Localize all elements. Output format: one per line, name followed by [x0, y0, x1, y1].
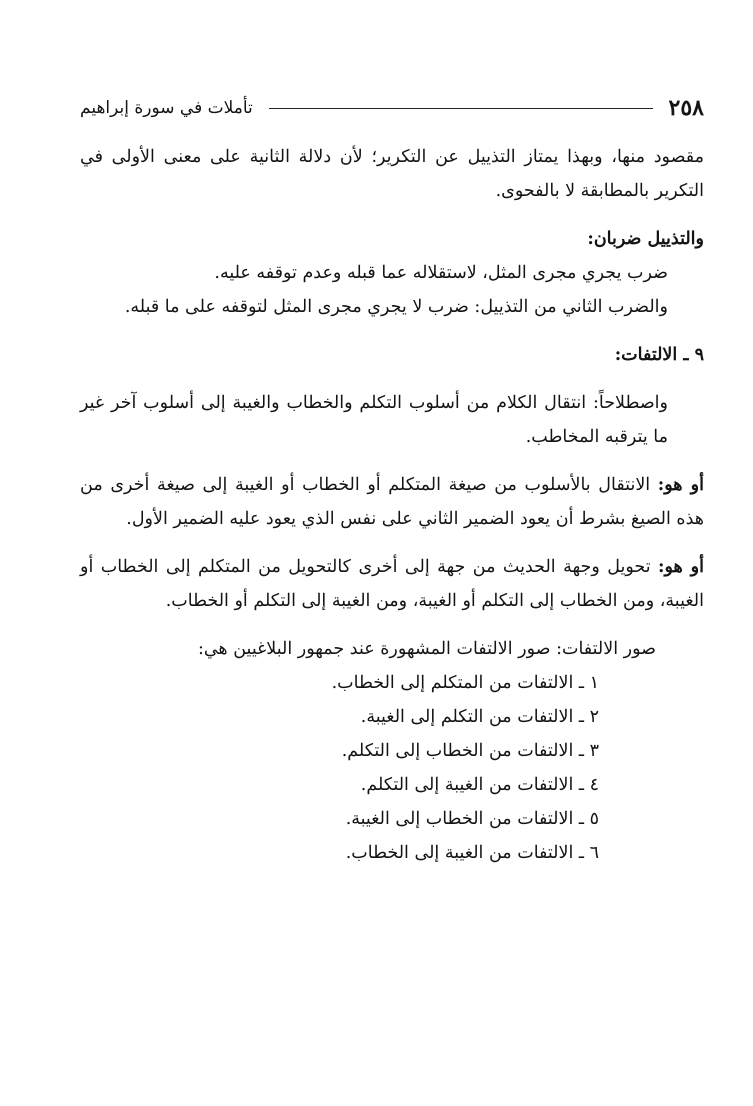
definition-2-text: الانتقال بالأسلوب من صيغة المتكلم أو الخطاب أو الغيبة إلى صيغة أخرى من هذه الصيغ بشرط أن يعود الضمير الثاني على نفس الذي يعود عليه الضمير الأول. — [80, 475, 704, 529]
definition-3-text: تحويل وجهة الحديث من جهة إلى أخرى كالتحويل من المتكلم إلى الخطاب أو الغيبة، ومن الخطاب إلى التكلم أو الغيبة، ومن الغيبة إلى التكلم أو الخطاب. — [80, 557, 704, 611]
page-number: ٢٥٨ — [668, 95, 704, 121]
list-item: ٢ ـ الالتفات من التكلم إلى الغيبة. — [360, 707, 599, 727]
definition-2-lead: أو هو: — [657, 475, 704, 495]
tadhyil-heading: والتذييل ضربان: — [587, 229, 704, 249]
forms-intro: صور الالتفات: صور الالتفات المشهورة عند جمهور البلاغيين هي: — [197, 639, 656, 659]
paragraph-continuation: مقصود منها، وبهذا يمتاز التذييل عن التكرير؛ لأن دلالة الثانية على معنى الأولى في التكرير بالمطابقة لا بالفحوى. — [80, 147, 704, 201]
definition-3 — [80, 550, 704, 618]
tadhyil-type-1: ضرب يجري مجرى المثل، لاستقلاله عما قبله وعدم توقفه عليه. — [214, 263, 668, 283]
list-item: ١ ـ الالتفات من المتكلم إلى الخطاب. — [331, 673, 599, 693]
definition-3-lead: أو هو: — [658, 557, 704, 577]
tadhyil-type-2: والضرب الثاني من التذييل: ضرب لا يجري مجرى المثل لتوقفه على ما قبله. — [124, 297, 668, 317]
list-item: ٦ ـ الالتفات من الغيبة إلى الخطاب. — [345, 843, 599, 863]
list-item: ٤ ـ الالتفات من الغيبة إلى التكلم. — [360, 775, 599, 795]
list-item: ٣ ـ الالتفات من الخطاب إلى التكلم. — [341, 741, 599, 761]
running-title: تأملات في سورة إبراهيم — [80, 98, 253, 118]
list-item: ٥ ـ الالتفات من الخطاب إلى الغيبة. — [345, 809, 599, 829]
section-heading: ٩ ـ الالتفات: — [614, 345, 704, 365]
definition-1: واصطلاحاً: انتقال الكلام من أسلوب التكلم والخطاب والغيبة إلى أسلوب آخر غير ما يترقبه المخاطب. — [80, 393, 668, 447]
definition-2 — [80, 468, 704, 536]
header-rule — [269, 108, 653, 109]
page-body — [80, 140, 704, 870]
page-header — [80, 90, 704, 126]
forms-list — [80, 666, 704, 870]
